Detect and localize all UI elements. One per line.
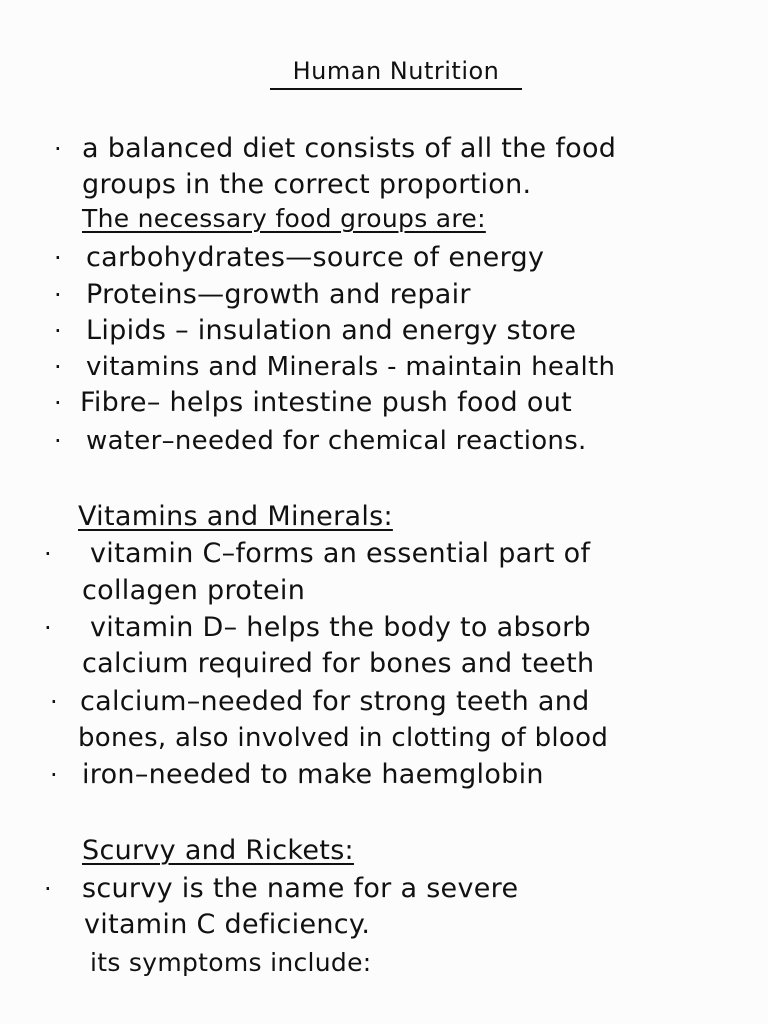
bullet-dot: · [54,135,62,163]
vitamin-item-line-1: vitamin C–forms an essential part of [90,538,591,569]
bullet-dot: · [44,614,52,642]
page-title: Human Nutrition [270,56,522,90]
bullet-dot: · [54,317,62,345]
food-group-item: Fibre– helps intestine push food out [80,387,572,418]
bullet-dot: · [54,427,62,455]
vitamin-item-line-2: bones, also involved in clotting of blood [78,723,609,753]
vitamin-item-line-2: calcium required for bones and teeth [82,648,595,679]
bullet-dot: · [54,353,62,381]
food-group-item: Proteins—growth and repair [86,279,471,310]
food-group-item: water–needed for chemical reactions. [86,426,587,456]
vitamin-item-line-1: iron–needed to make haemglobin [82,759,544,790]
vitamins-heading: Vitamins and Minerals: [78,501,393,532]
vitamin-item-line-1: vitamin D– helps the body to absorb [90,612,591,643]
bullet-dot: · [50,688,58,716]
bullet-dot: · [50,761,58,789]
food-group-item: Lipids – insulation and energy store [86,315,577,346]
bullet-dot: · [54,389,62,417]
bullet-dot: · [44,875,52,903]
intro-line-1: a balanced diet consists of all the food [82,133,617,164]
scurvy-line-2: vitamin C deficiency. [84,909,371,940]
food-group-item: vitamins and Minerals - maintain health [86,352,616,382]
bullet-dot: · [44,540,52,568]
scurvy-line-3: its symptoms include: [90,948,372,977]
vitamin-item-line-2: collagen protein [82,575,306,606]
bullet-dot: · [54,244,62,272]
food-group-item: carbohydrates—source of energy [86,242,545,273]
food-groups-heading: The necessary food groups are: [82,204,486,233]
intro-line-2: groups in the correct proportion. [82,169,532,200]
vitamin-item-line-1: calcium–needed for strong teeth and [80,686,590,717]
bullet-dot: · [54,281,62,309]
scurvy-line-1: scurvy is the name for a severe [82,873,519,904]
scurvy-heading: Scurvy and Rickets: [82,835,354,866]
